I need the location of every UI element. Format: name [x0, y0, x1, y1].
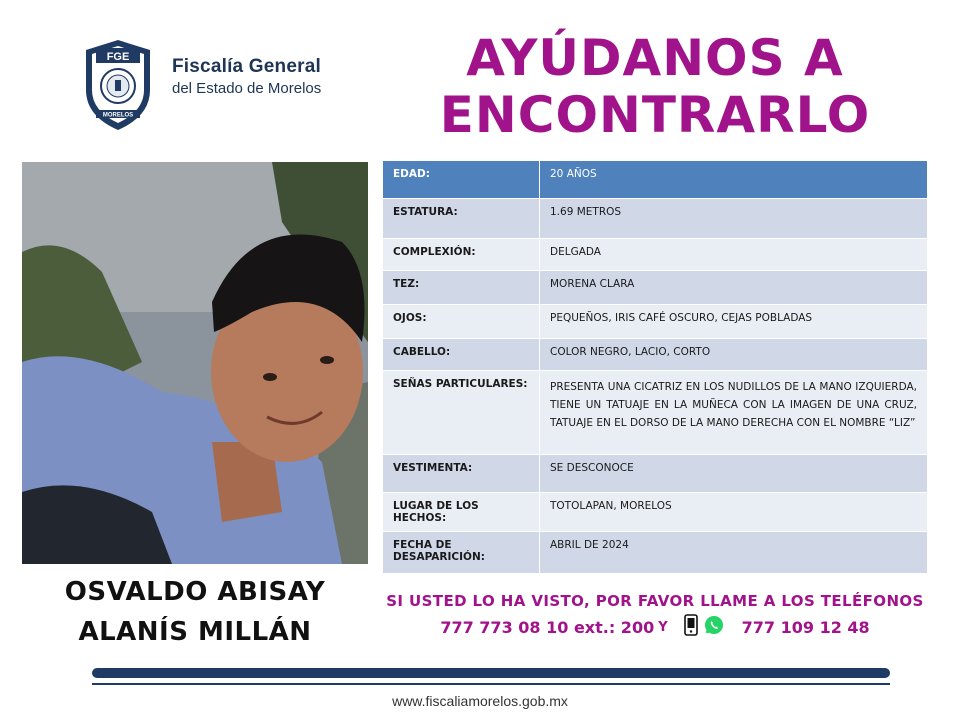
detail-label: VESTIMENTA:: [383, 455, 540, 493]
headline-line-1: AYÚDANOS A: [466, 29, 844, 87]
website-link[interactable]: www.fiscaliamorelos.gob.mx: [392, 693, 568, 709]
organization-subtitle: del Estado de Morelos: [172, 80, 322, 97]
detail-value: COLOR NEGRO, LACIO, CORTO: [540, 339, 928, 371]
person-name-line-1: OSVALDO ABISAY: [64, 577, 326, 607]
fge-badge-logo-icon: [82, 38, 154, 132]
call-to-action: [382, 592, 928, 640]
detail-label: SEÑAS PARTICULARES:: [383, 371, 540, 455]
detail-value: PRESENTA UNA CICATRIZ EN LOS NUDILLOS DE LA MANO IZQUIERDA, TIENE UN TATUAJE EN LA MUÑECA CON LA IMAGEN DE UNA CRUZ, TATUAJE EN EL DORSO DE LA MANO DERECHA CON EL NOMBRE “LIZ”: [540, 371, 928, 455]
detail-row-height: [383, 199, 928, 239]
logo-bottom-text: MORELOS: [102, 112, 134, 119]
detail-row-age: [383, 161, 928, 199]
phone-icon: [684, 614, 698, 640]
organization-name: Fiscalía General: [172, 56, 321, 77]
detail-row-eyes: [383, 305, 928, 339]
headline: [430, 30, 880, 144]
phone-number-whatsapp[interactable]: 777 109 12 48: [741, 617, 870, 637]
detail-label: EDAD:: [383, 161, 540, 199]
detail-label: TEZ:: [383, 271, 540, 305]
phone-connector: Y: [658, 619, 668, 635]
detail-value: TOTOLAPAN, MORELOS: [540, 493, 928, 532]
detail-row-skin: [383, 271, 928, 305]
phone-numbers: [382, 614, 928, 640]
organization-block: [172, 56, 321, 97]
missing-person-photo: [22, 162, 368, 564]
logo-text: FGE: [106, 51, 130, 63]
detail-label: OJOS:: [383, 305, 540, 339]
footer-divider-thin: [92, 683, 890, 685]
cta-message: SI USTED LO HA VISTO, POR FAVOR LLAME A LOS TELÉFONOS: [386, 592, 924, 610]
footer-divider-thick: [92, 668, 890, 678]
detail-row-disappearance-date: [383, 532, 928, 574]
detail-row-build: [383, 239, 928, 271]
detail-value: 1.69 METROS: [540, 199, 928, 239]
detail-value: ABRIL DE 2024: [540, 532, 928, 574]
detail-value: MORENA CLARA: [540, 271, 928, 305]
person-details-table: [382, 160, 928, 574]
detail-row-hair: [383, 339, 928, 371]
detail-label: CABELLO:: [383, 339, 540, 371]
detail-value: PEQUEÑOS, IRIS CAFÉ OSCURO, CEJAS POBLADAS: [540, 305, 928, 339]
headline-line-2: ENCONTRARLO: [439, 86, 871, 144]
phone-number-primary[interactable]: 777 773 08 10 ext.: 200: [440, 617, 655, 637]
detail-row-location: [383, 493, 928, 532]
detail-label: COMPLEXIÓN:: [383, 239, 540, 271]
detail-row-clothing: [383, 455, 928, 493]
detail-label: FECHA DE DESAPARICIÓN:: [383, 532, 540, 574]
detail-value: SE DESCONOCE: [540, 455, 928, 493]
detail-row-distinguishing-marks: [383, 371, 928, 455]
detail-label: LUGAR DE LOS HECHOS:: [383, 493, 540, 532]
whatsapp-icon: [704, 615, 724, 639]
missing-person-name: [22, 572, 368, 652]
detail-label: ESTATURA:: [383, 199, 540, 239]
detail-value: 20 AÑOS: [540, 161, 928, 199]
person-name-line-2: ALANÍS MILLÁN: [78, 617, 312, 647]
detail-value: DELGADA: [540, 239, 928, 271]
